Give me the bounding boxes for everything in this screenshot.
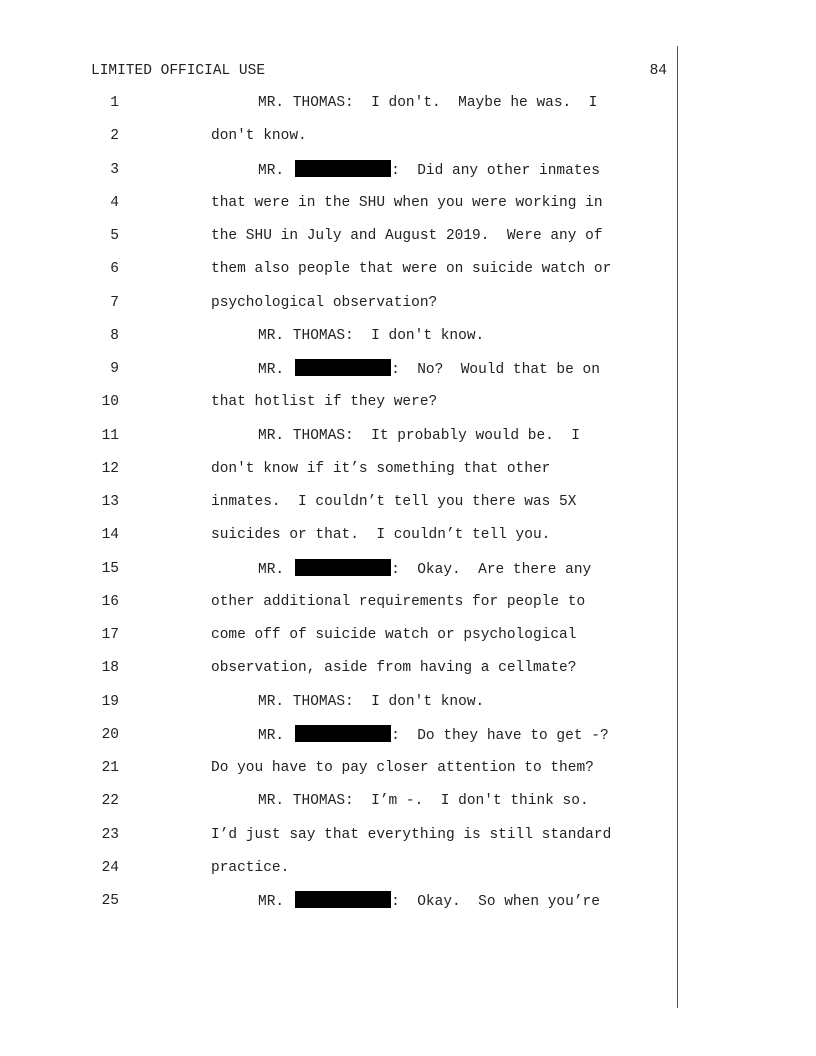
line-text-segment: MR. [258, 561, 285, 578]
line-text-segment: MR. THOMAS: It probably would be. I [258, 427, 580, 444]
transcript-line [0, 93, 816, 126]
line-text [258, 725, 609, 746]
transcript-line [0, 326, 816, 359]
line-number: 11 [101, 427, 119, 444]
transcript-line [0, 392, 816, 425]
line-text-segment: inmates. I couldn’t tell you there was 5X [211, 494, 577, 510]
line-text-segment: the SHU in July and August 2019. Were any of [211, 228, 603, 244]
line-number: 24 [101, 859, 119, 876]
line-number: 18 [101, 660, 119, 677]
line-text [211, 758, 594, 778]
transcript-line [0, 658, 816, 691]
line-number: 1 [110, 95, 119, 111]
transcript-line [0, 359, 816, 392]
line-number: 15 [101, 560, 119, 577]
line-text [211, 293, 437, 313]
line-text-segment: don't know if it’s something that other [211, 460, 551, 477]
line-text-segment: : Did any other inmates [391, 162, 600, 179]
transcript-line [0, 692, 816, 725]
line-text-segment: MR. [258, 362, 285, 378]
transcript-line [0, 193, 816, 226]
classification-label: LIMITED OFFICIAL USE [91, 63, 266, 79]
line-number: 2 [110, 128, 119, 145]
line-text [258, 359, 600, 380]
line-text-segment: don't know. [211, 128, 307, 145]
line-number: 19 [101, 693, 119, 710]
redaction-box [295, 891, 391, 908]
transcript-line [0, 226, 816, 259]
line-text-segment: suicides or that. I couldn’t tell you. [211, 527, 551, 544]
line-number: 20 [101, 726, 119, 743]
line-text-segment: MR. THOMAS: I don't. Maybe he was. I [258, 95, 598, 111]
line-text-segment: : Do they have to get -? [391, 727, 609, 744]
line-text-segment: that hotlist if they were? [211, 394, 438, 411]
transcript-line [0, 293, 816, 326]
redaction-box [295, 725, 391, 742]
transcript-lines [0, 93, 816, 924]
transcript-line [0, 259, 816, 292]
line-number: 7 [110, 294, 119, 311]
line-number: 14 [101, 527, 119, 544]
line-number: 13 [101, 494, 119, 510]
line-number: 6 [110, 261, 119, 278]
line-text [211, 259, 611, 279]
redaction-box [295, 359, 391, 376]
line-text-segment: I’d just say that everything is still standard [211, 826, 612, 843]
line-text-segment: observation, aside from having a cellmate? [211, 660, 577, 677]
transcript-line [0, 525, 816, 558]
transcript-line [0, 592, 816, 625]
transcript-line [0, 160, 816, 193]
line-text-segment: MR. THOMAS: I’m -. I don't think so. [258, 793, 589, 810]
page-header [91, 61, 667, 81]
transcript-line [0, 625, 816, 658]
line-text-segment: psychological observation? [211, 294, 438, 311]
line-number: 4 [110, 194, 119, 211]
line-text [258, 692, 484, 712]
line-text-segment: : Okay. So when you’re [391, 894, 600, 910]
line-text-segment: that were in the SHU when you were working in [211, 194, 603, 211]
line-text [258, 891, 600, 912]
line-text [211, 392, 437, 412]
line-text [258, 426, 580, 446]
line-text-segment: MR. THOMAS: I don't know. [258, 327, 485, 344]
line-text [211, 459, 550, 479]
line-number: 17 [101, 627, 119, 643]
line-text [211, 193, 603, 213]
line-number: 10 [101, 394, 119, 411]
line-text-segment: MR. [258, 727, 285, 744]
transcript-line [0, 126, 816, 159]
line-number: 23 [101, 826, 119, 843]
line-number: 8 [110, 327, 119, 344]
line-text [258, 93, 597, 113]
line-text [211, 658, 576, 678]
transcript-line [0, 426, 816, 459]
line-number: 5 [110, 228, 119, 244]
line-text [258, 559, 591, 580]
line-text [211, 226, 603, 246]
line-text [211, 625, 576, 645]
line-text [211, 126, 307, 146]
redaction-box [295, 160, 391, 177]
line-number: 21 [101, 760, 119, 776]
line-text [258, 791, 589, 811]
line-text [211, 825, 611, 845]
line-text-segment: Do you have to pay closer attention to them? [211, 760, 594, 776]
line-text [258, 160, 600, 181]
line-text-segment: them also people that were on suicide watch or [211, 261, 612, 278]
transcript-line [0, 758, 816, 791]
line-text [211, 492, 576, 512]
transcript-line [0, 891, 816, 924]
line-number: 25 [101, 893, 119, 909]
line-text-segment: : No? Would that be on [391, 362, 600, 378]
line-text-segment: come off of suicide watch or psychological [211, 627, 577, 643]
line-number: 9 [110, 361, 119, 377]
transcript-line [0, 459, 816, 492]
transcript-line [0, 858, 816, 891]
transcript-line [0, 725, 816, 758]
line-number: 3 [110, 161, 119, 178]
transcript-line [0, 492, 816, 525]
line-number: 22 [101, 793, 119, 810]
transcript-line [0, 825, 816, 858]
line-text [211, 592, 585, 612]
line-number: 16 [101, 593, 119, 610]
line-text-segment: : Okay. Are there any [391, 561, 592, 578]
line-text [258, 326, 484, 346]
line-text [211, 858, 289, 878]
line-text-segment: MR. THOMAS: I don't know. [258, 693, 485, 710]
page-number: 84 [649, 63, 667, 79]
line-text-segment: MR. [258, 162, 285, 179]
line-text-segment: practice. [211, 859, 290, 876]
redaction-box [295, 559, 391, 576]
line-text [211, 525, 550, 545]
line-text-segment: other additional requirements for people to [211, 593, 586, 610]
transcript-line [0, 559, 816, 592]
line-number: 12 [101, 460, 119, 477]
line-text-segment: MR. [258, 894, 285, 910]
transcript-line [0, 791, 816, 824]
